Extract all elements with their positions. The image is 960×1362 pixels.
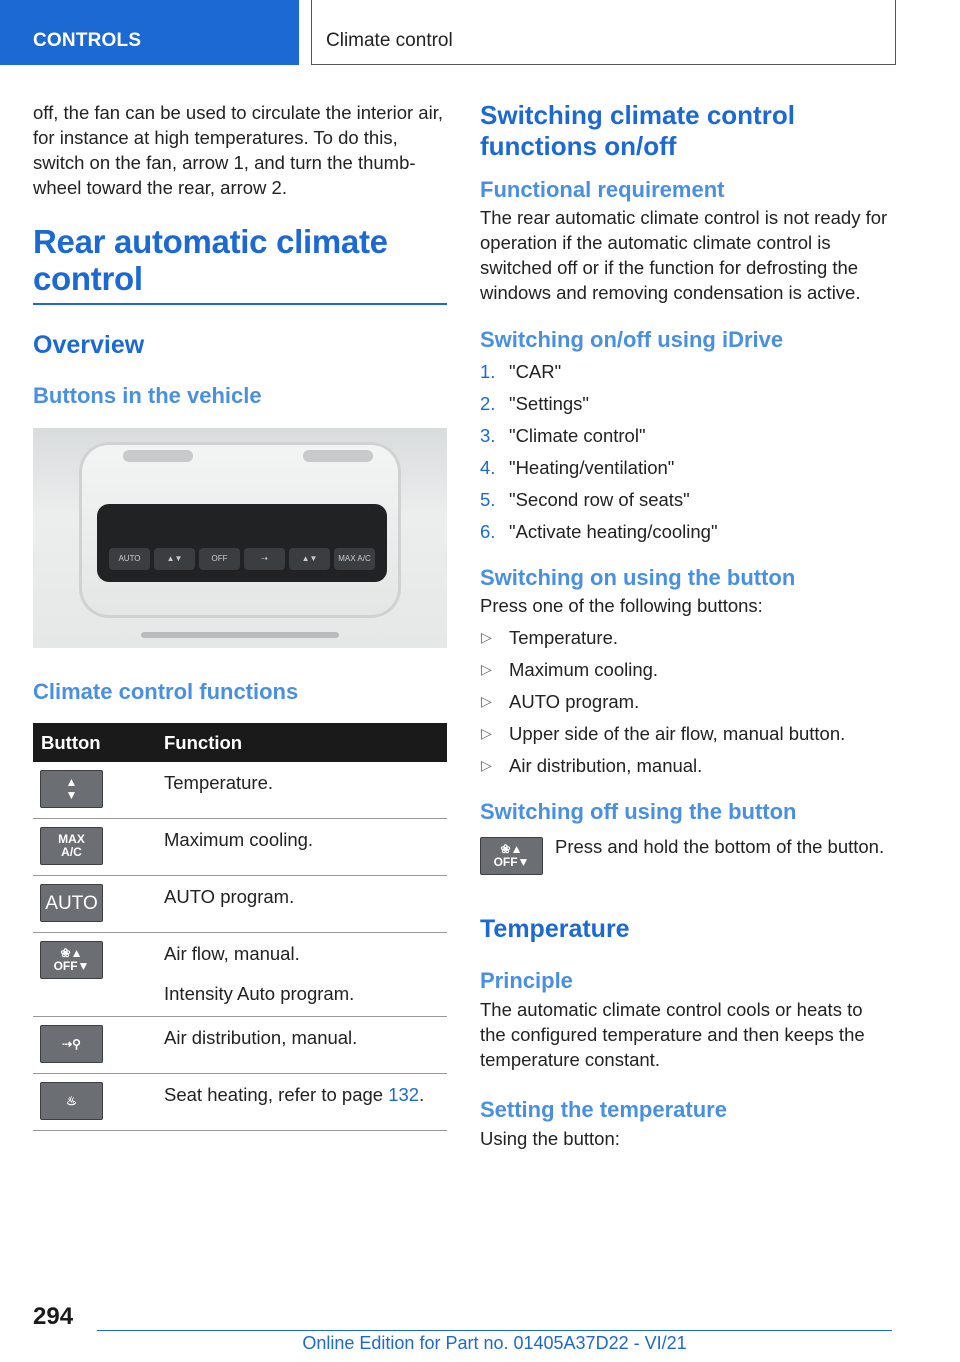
function-text <box>164 1025 447 1050</box>
heading-requirement: Functional requirement <box>480 177 725 202</box>
panel-buttons <box>109 548 375 570</box>
right-column <box>480 100 890 1151</box>
function-text-secondary: Intensity Auto program. <box>164 983 355 1004</box>
panel-button: ▲▼ <box>289 548 330 570</box>
table-cell-button <box>33 819 164 876</box>
heading-rear-climate: Rear automatic climate control <box>33 223 388 297</box>
panel-button: AUTO <box>109 548 150 570</box>
list-item <box>480 519 890 544</box>
header-section-tab <box>0 0 299 65</box>
functions-table <box>33 723 447 1131</box>
item-text: Temperature. <box>509 627 618 648</box>
table-body <box>33 762 447 1131</box>
list-item <box>480 657 890 682</box>
step-text: "CAR" <box>509 361 562 382</box>
switch-off-text: Press and hold the bottom of the button. <box>555 836 885 857</box>
th-button: Button <box>33 723 164 762</box>
table-cell-function <box>164 762 447 819</box>
switch-on-text: Press one of the following buttons: <box>480 595 763 616</box>
list-item <box>480 391 890 416</box>
triangle-bullet-icon: ▷ <box>481 661 492 677</box>
function-text <box>164 770 447 795</box>
table-cell-button <box>33 933 164 1017</box>
function-label: Air distribution, manual. <box>164 1027 358 1048</box>
function-text <box>164 884 447 909</box>
heading-temperature: Temperature <box>480 915 630 943</box>
table-row <box>33 1017 447 1074</box>
heading-idrive: Switching on/off using iDrive <box>480 327 784 352</box>
function-label: Air flow, manual. <box>164 943 300 964</box>
step-number: 4. <box>480 457 496 478</box>
header-section: CONTROLS <box>33 30 142 51</box>
table-header-row <box>33 723 447 762</box>
list-item <box>480 359 890 384</box>
list-item <box>480 721 890 746</box>
requirement-text: The rear automatic climate control is not ready for operation if the automatic climate control is switched off or if the function for defrosting the windows and removing condensation is active. <box>480 207 888 303</box>
function-label: Seat heating, refer to page <box>164 1084 389 1105</box>
triangle-bullet-icon: ▷ <box>481 629 492 645</box>
item-text: Air distribution, manual. <box>509 755 703 776</box>
table-cell-button <box>33 1074 164 1131</box>
table-cell-button <box>33 876 164 933</box>
step-number: 1. <box>480 361 496 382</box>
heading-switch-on: Switching on using the button <box>480 565 796 590</box>
max-ac-icon: MAX A/C <box>40 827 103 865</box>
th-function: Function <box>164 723 447 762</box>
table-cell-function <box>164 1074 447 1131</box>
list-item <box>480 423 890 448</box>
auto-icon: AUTO <box>40 884 103 922</box>
table-cell-function <box>164 1017 447 1074</box>
heading-switch-off: Switching off using the button <box>480 799 797 824</box>
table-cell-button <box>33 1017 164 1074</box>
panel-button: MAX A/C <box>334 548 375 570</box>
list-item <box>480 455 890 480</box>
left-column <box>33 100 447 1131</box>
function-suffix: . <box>419 1084 425 1105</box>
heading-rule <box>33 303 447 305</box>
step-number: 2. <box>480 393 496 414</box>
step-number: 6. <box>480 521 496 542</box>
table-row <box>33 1074 447 1131</box>
function-text <box>164 941 447 966</box>
table-row <box>33 933 447 1017</box>
principle-text: The automatic climate control cools or heats to the configured temperature and then keeps the temperature constant. <box>480 999 865 1070</box>
function-text <box>164 1082 447 1107</box>
air-distribution-icon: ⇢⚲ <box>40 1025 103 1063</box>
step-text: "Activate heating/cooling" <box>509 521 718 542</box>
panel-button: ⇢ <box>244 548 285 570</box>
table-cell-function <box>164 876 447 933</box>
intro-paragraph: off, the fan can be used to circulate the interior air, for instance at high temperatures. To do this, switch on the fan, arrow 1, and turn the thumbwheel toward the rear, arrow 2. <box>33 102 443 198</box>
item-text: AUTO program. <box>509 691 640 712</box>
control-panel <box>97 504 387 582</box>
list-item <box>480 625 890 650</box>
heading-functions: Climate control functions <box>33 679 299 704</box>
step-text: "Settings" <box>509 393 589 414</box>
function-label: Temperature. <box>164 772 273 793</box>
footer-edition: Online Edition for Part no. 01405A37D22 - VI/21 <box>302 1333 687 1353</box>
heading-principle: Principle <box>480 968 573 993</box>
seat-heating-icon: ♨ <box>40 1082 103 1120</box>
list-item <box>480 753 890 778</box>
panel-button: OFF <box>199 548 240 570</box>
triangle-bullet-icon: ▷ <box>481 757 492 773</box>
header-chapter-box <box>311 0 896 65</box>
vent-left <box>123 450 193 462</box>
triangle-bullet-icon: ▷ <box>481 693 492 709</box>
switch-off-row <box>480 834 890 894</box>
page-link[interactable]: 132 <box>388 1084 420 1105</box>
vehicle-button-photo <box>33 428 447 648</box>
temperature-icon: ▲ ▼ <box>40 770 103 808</box>
panel-button: ▲▼ <box>154 548 195 570</box>
console-slot <box>141 632 339 638</box>
table-cell-function <box>164 819 447 876</box>
fan-off-icon: ❀▲ OFF▼ <box>40 941 103 979</box>
item-text: Maximum cooling. <box>509 659 659 680</box>
table-row <box>33 762 447 819</box>
idrive-steps <box>480 359 890 544</box>
fan-off-icon: ❀▲ OFF▼ <box>480 837 543 875</box>
heading-setting-temp: Setting the temperature <box>480 1097 727 1122</box>
function-text <box>164 827 447 852</box>
triangle-bullet-icon: ▷ <box>481 725 492 741</box>
table-row <box>33 819 447 876</box>
list-item <box>480 689 890 714</box>
step-text: "Second row of seats" <box>509 489 690 510</box>
heading-switching: Switching climate control functions on/off <box>480 100 795 161</box>
heading-buttons: Buttons in the vehicle <box>33 383 262 408</box>
step-text: "Heating/ventilation" <box>509 457 675 478</box>
page-number: 294 <box>33 1303 74 1330</box>
table-cell-function <box>164 933 447 1017</box>
step-text: "Climate control" <box>509 425 646 446</box>
table-cell-button <box>33 762 164 819</box>
switch-on-list <box>480 625 890 778</box>
vent-right <box>303 450 373 462</box>
header-chapter: Climate control <box>326 30 453 51</box>
heading-overview: Overview <box>33 331 145 359</box>
footer-rule <box>97 1330 892 1331</box>
function-label: AUTO program. <box>164 886 295 907</box>
step-number: 3. <box>480 425 496 446</box>
item-text: Upper side of the air flow, manual button. <box>509 723 846 744</box>
step-number: 5. <box>480 489 496 510</box>
setting-text: Using the button: <box>480 1128 620 1149</box>
function-label: Maximum cooling. <box>164 829 314 850</box>
table-row <box>33 876 447 933</box>
list-item <box>480 487 890 512</box>
